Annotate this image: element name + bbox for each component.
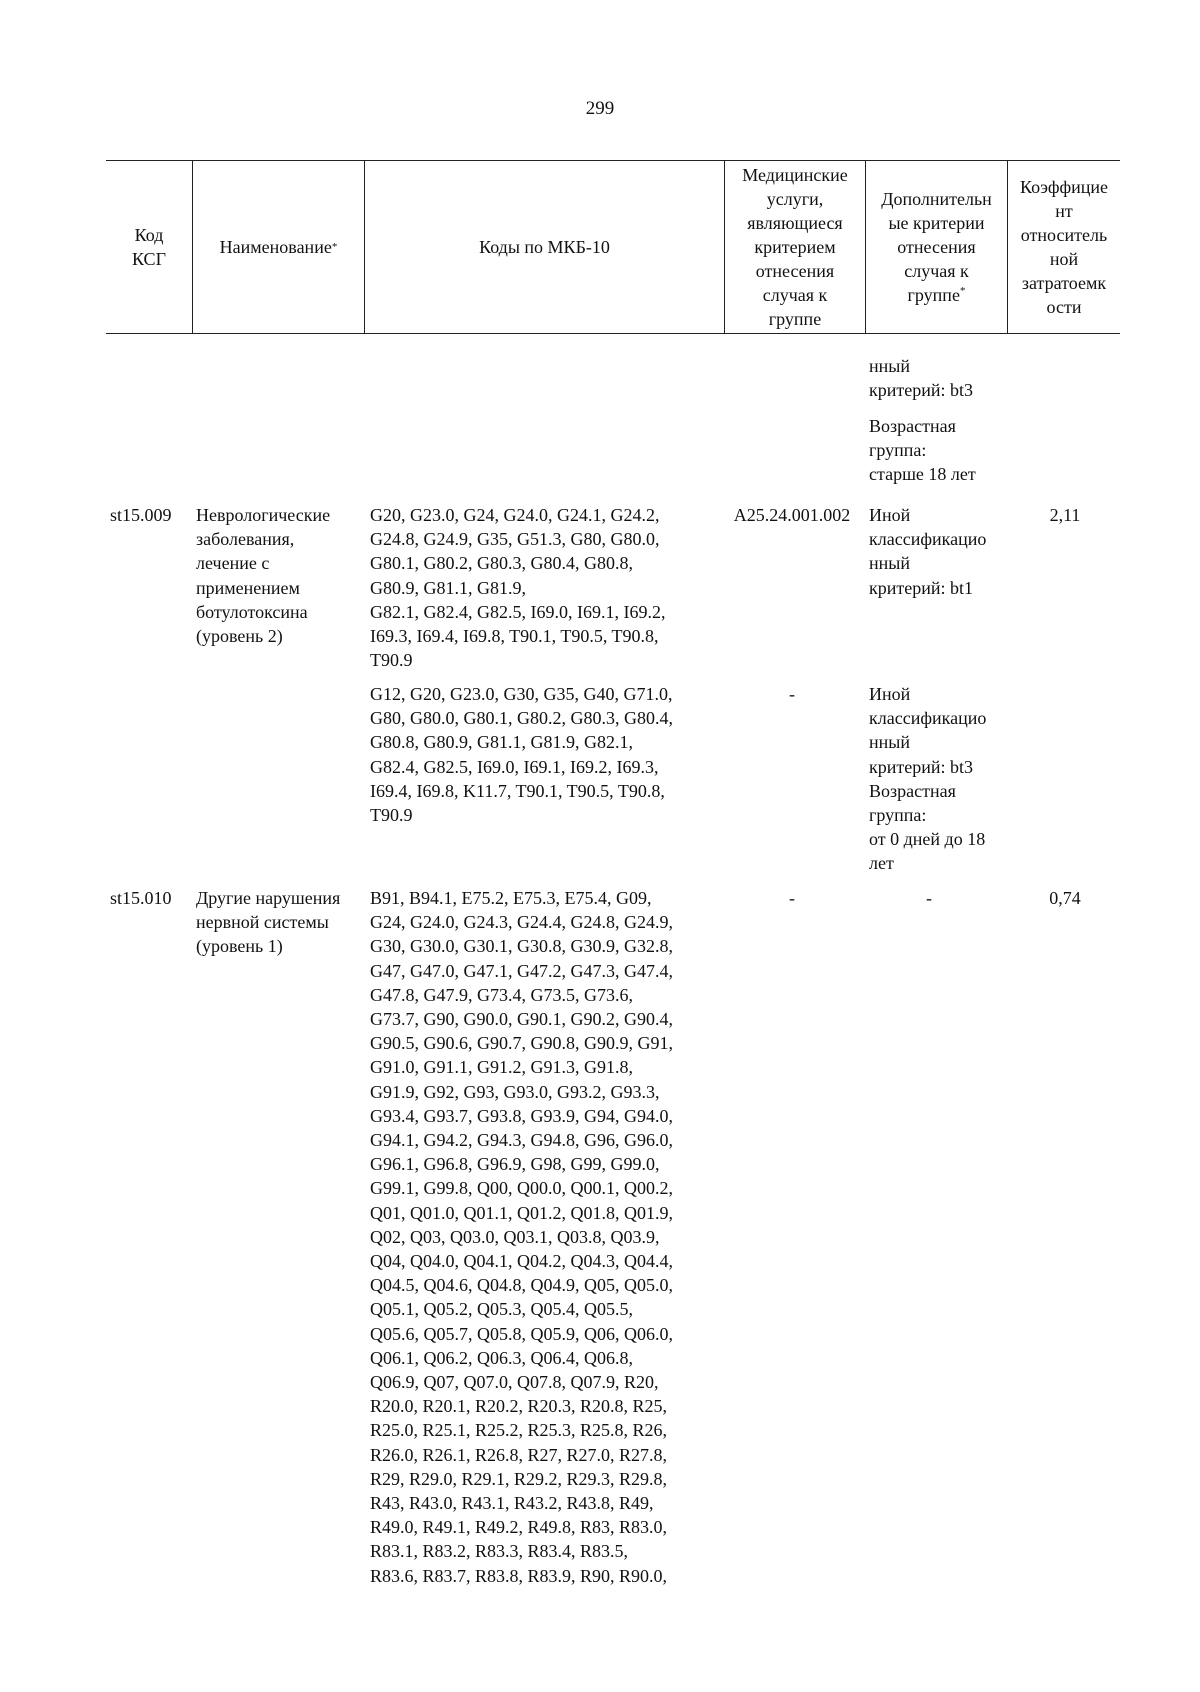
header-coefficient: [1007, 161, 1120, 333]
header-additional-footnote-mark: *: [959, 285, 966, 297]
continuation-criterion: нный критерий: bt3: [869, 356, 974, 401]
header-mkb-label: Коды по МКБ-10: [479, 237, 610, 257]
page-number: 299: [585, 98, 615, 119]
header-code: [106, 161, 192, 333]
header-additional: [865, 161, 1007, 333]
continuation-age-group: Возрастная группа: старше 18 лет: [869, 416, 976, 485]
row-1-additional-criteria: Иной классификацио нный критерий: bt1: [869, 505, 987, 598]
header-services: [724, 161, 865, 333]
row-1-coefficient: 2,11: [1049, 505, 1081, 525]
header-mkb: [364, 161, 724, 333]
row-3-additional-criteria: -: [926, 888, 932, 908]
row-3-coefficient: 0,74: [1049, 888, 1081, 908]
row-1-mkb-codes: G20, G23.0, G24, G24.0, G24.1, G24.2, G24.8, G24.9, G35, G51.3, G80, G80.0, G80.1, G80.2, G80.3, G80.4, G80.8, G80.9, G81.1, G81.9, G82.1, G82.4, G82.5, I69.0, I69.1, I69.2, I69.3, I69.4, I69.8, T90.1, T90.5, T90.8, T90.9: [370, 505, 666, 671]
header-name-label: Наименование: [219, 237, 332, 257]
row-3-services: -: [789, 888, 795, 908]
row-2-additional-criteria: Иной классификацио нный критерий: bt3 Возрастная группа: от 0 дней до 18 лет: [869, 684, 987, 874]
row-1-name: Неврологические заболевания, лечение с применением ботулотоксина (уровень 2): [196, 505, 331, 647]
header-services-label: Медицинские услуги, являющиеся критерием отнесения случая к группе: [742, 165, 848, 329]
row-2-mkb-codes: G12, G20, G23.0, G30, G35, G40, G71.0, G80, G80.0, G80.1, G80.2, G80.3, G80.4, G80.8, G80.9, G81.1, G81.9, G82.1, G82.4, G82.5, I69.0, I69.1, I69.2, I69.3, I69.4, I69.8, K11.7, T90.1, T90.5, T90.8, T90.9: [370, 684, 673, 826]
header-code-label: Код КСГ: [132, 225, 166, 269]
row-3-code: st15.010: [110, 888, 172, 908]
table-header: [106, 160, 1120, 334]
header-name: Наименование *: [192, 161, 364, 333]
row-3-mkb-codes: B91, B94.1, E75.2, E75.3, E75.4, G09, G24, G24.0, G24.3, G24.4, G24.8, G24.9, G30, G30.0, G30.1, G30.8, G30.9, G32.8, G47, G47.0, G47.1, G47.2, G47.3, G47.4, G47.8, G47.9, G73.4, G73.5, G73.6, G73.7, G90, G90.0, G90.1, G90.2, G90.4, G90.5, G90.6, G90.7, G90.8, G90.9, G91, G91.0, G91.1, G91.2, G91.3, G91.8, G91.9, G92, G93, G93.0, G93.2, G93.3, G93.4, G93.7, G93.8, G93.9, G94, G94.0, G94.1, G94.2, G94.3, G94.8, G96, G96.0, G96.1, G96.8, G96.9, G98, G99, G99.0, G99.1, G99.8, Q00, Q00.0, Q00.1, Q00.2, Q01, Q01.0, Q01.1, Q01.2, Q01.8, Q01.9, Q02, Q03, Q03.0, Q03.1, Q03.8, Q03.9, Q04, Q04.0, Q04.1, Q04.2, Q04.3, Q04.4, Q04.5, Q04.6, Q04.8, Q04.9, Q05, Q05.0, Q05.1, Q05.2, Q05.3, Q05.4, Q05.5, Q05.6, Q05.7, Q05.8, Q05.9, Q06, Q06.0, Q06.1, Q06.2, Q06.3, Q06.4, Q06.8, Q06.9, Q07, Q07.0, Q07.8, Q07.9, R20, R20.0, R20.1, R20.2, R20.3, R20.8, R25, R25.0, R25.1, R25.2, R25.3, R25.8, R26, R26.0, R26.1, R26.8, R27, R27.0, R27.8, R29, R29.0, R29.1, R29.2, R29.3, R29.8, R43, R43.0, R43.1, R43.2, R43.8, R49, R49.0, R49.1, R49.2, R49.8, R83, R83.0, R83.1, R83.2, R83.3, R83.4, R83.5, R83.6, R83.7, R83.8, R83.9, R90, R90.0,: [370, 888, 673, 1586]
row-3-name: Другие нарушения нервной системы (уровень 1): [196, 888, 341, 957]
row-1-services: A25.24.001.002: [733, 505, 851, 525]
header-additional-label: Дополнительн ые критерии отнесения случая к группе: [881, 189, 992, 305]
header-coefficient-label: Коэффицие нт относитель ной затратоемк ости: [1019, 177, 1109, 317]
row-1-code: st15.009: [110, 505, 172, 525]
row-2-services: -: [789, 684, 795, 704]
